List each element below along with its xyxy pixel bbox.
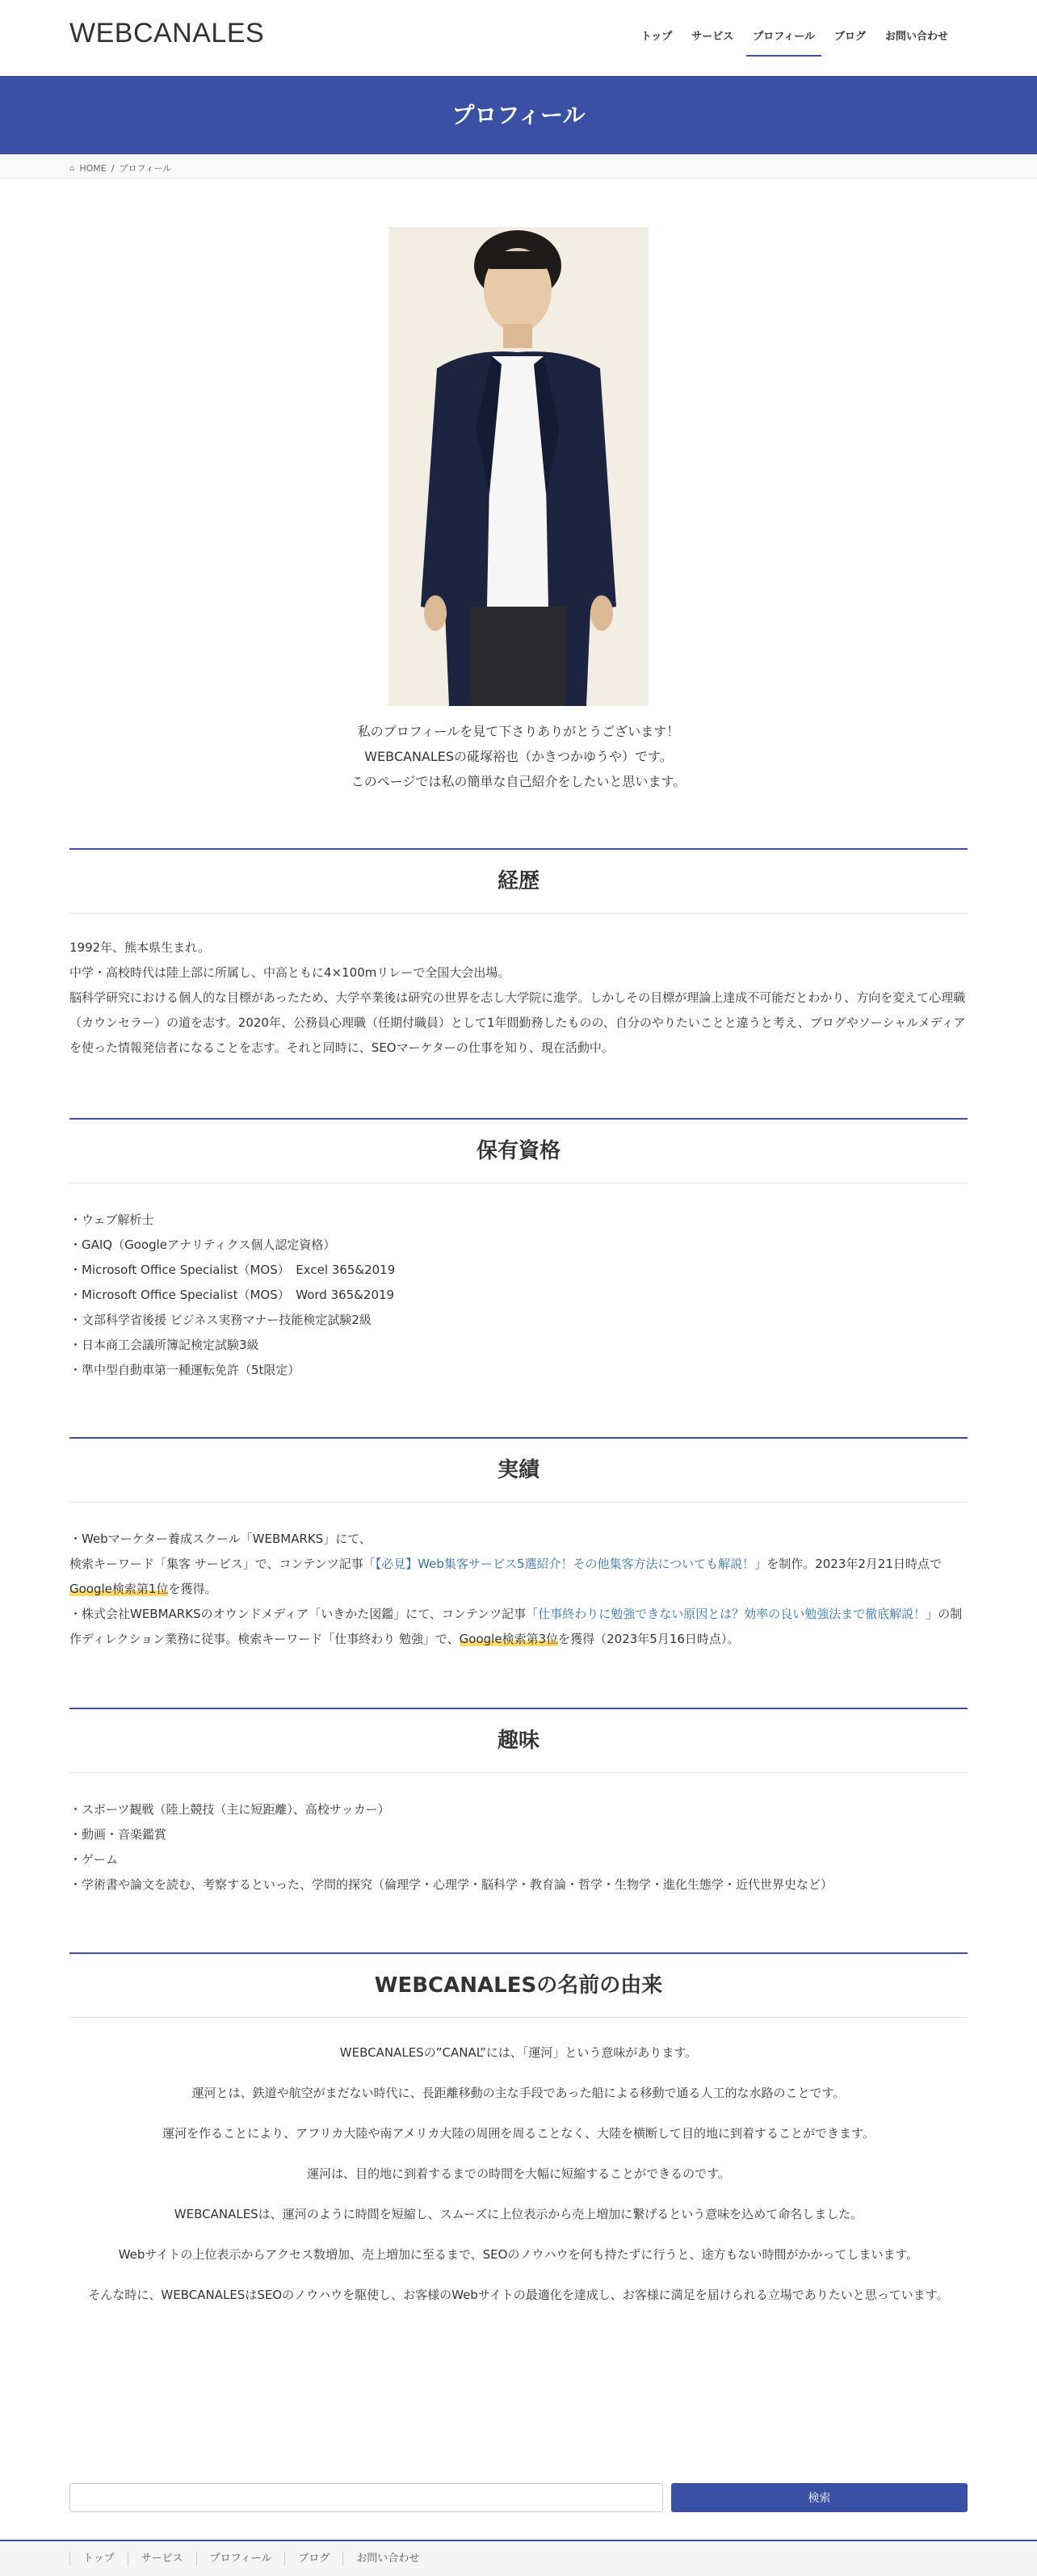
breadcrumb: [0, 154, 1037, 179]
section-hobbies: [69, 1708, 968, 1897]
section-heading: 実績: [497, 1458, 539, 1482]
section-achievements: [69, 1437, 968, 1652]
achievement-1-intro: ・Webマーケター養成スクール「WEBMARKS」にて、: [69, 1532, 372, 1546]
qualification-item: ・Microsoft Office Specialist（MOS） Excel 365&2019: [69, 1263, 396, 1277]
breadcrumb-home[interactable]: HOME: [79, 162, 107, 174]
nav-item-profile[interactable]: プロフィール: [743, 29, 825, 57]
achievement-text: を獲得。: [168, 1582, 217, 1596]
achievement-text: 」の制作ディレクション業務に従事。検索キーワード「仕事終わり 勉強」で、: [69, 1607, 963, 1646]
hobbies-list: [69, 1773, 968, 1897]
section-qualifications: [69, 1118, 968, 1383]
career-line: 1992年、熊本県生まれ。: [69, 940, 211, 955]
career-line: 中学・高校時代は陸上部に所属し、中高ともに4×100mリレーで全国大会出場。: [69, 965, 510, 980]
footer-item-contact[interactable]: お問い合わせ: [342, 2552, 432, 2566]
qualification-item: ・文部科学省後援 ビジネス実務マナー技能検定試験2級: [69, 1313, 372, 1327]
site-header: [0, 0, 1037, 76]
search-button[interactable]: 検索: [671, 2483, 968, 2512]
section-title-hobbies: [69, 1708, 968, 1773]
qualifications-list: [69, 1183, 968, 1383]
profile-photo-figure: [388, 227, 649, 706]
achievement-2: [69, 1602, 968, 1652]
origin-paragraph: WEBCANALESの”CANAL”には、「運河」という意味があります。: [339, 2045, 698, 2060]
achievement-article-link[interactable]: 仕事終わりに勉強できない原因とは？効率の良い勉強法まで徹底解説！: [538, 1607, 926, 1621]
section-name-origin: [69, 1952, 968, 2323]
site-footer: [0, 2540, 1037, 2576]
achievement-text: を獲得（2023年5月16日時点）。: [558, 1632, 740, 1646]
footer-item-top[interactable]: トップ: [69, 2552, 128, 2566]
breadcrumb-current: プロフィール: [119, 163, 172, 174]
section-title-career: [69, 848, 968, 914]
section-title-qualifications: [69, 1118, 968, 1183]
home-icon: ⌂: [69, 163, 75, 173]
qualification-item: ・準中型自動車第一種運転免許（5t限定）: [69, 1363, 300, 1377]
qualification-item: ・GAIQ（Googleアナリティクス個人認定資格）: [69, 1238, 336, 1252]
achievement-1-detail: [69, 1552, 968, 1602]
footer-item-service[interactable]: サービス: [128, 2552, 196, 2566]
section-career: [69, 848, 968, 1061]
section-heading: WEBCANALESの名前の由来: [374, 1973, 663, 1998]
achievement-text: ・株式会社WEBMARKSのオウンドメディア「いきかた図鑑」にて、コンテンツ記事「: [69, 1607, 539, 1621]
nav-item-service[interactable]: サービス: [691, 31, 734, 43]
hobby-item: ・学術書や論文を読む、考察するといった、学問的探究（倫理学・心理学・脳科学・教育論・哲学・生物学・進化生態学・近代世界史など）: [69, 1877, 833, 1892]
profile-photo: [388, 227, 649, 706]
section-title-origin: [69, 1952, 968, 2018]
origin-paragraph: そんな時に、WEBCANALESはSEOのノウハウを駆使し、お客様のWebサイトの最適化を達成し、お客様に満足を届けられる立場でありたいと思っています。: [88, 2288, 949, 2302]
breadcrumb-separator: /: [111, 162, 115, 174]
achievement-text: 」を制作。2023年2月21日時点で: [754, 1557, 942, 1571]
origin-body: [69, 2018, 968, 2308]
achievement-text: 検索キーワード「集客 サービス」で、コンテンツ記事「: [69, 1557, 376, 1571]
origin-paragraph: 運河とは、鉄道や航空がまだない時代に、長距離移動の主な手段であった船による移動で通る人工的な水路のことです。: [191, 2086, 846, 2100]
footer-nav: [69, 2552, 432, 2566]
achievements-body: [69, 1502, 968, 1652]
hobby-item: ・ゲーム: [69, 1852, 119, 1867]
site-logo[interactable]: WEBCANALES: [69, 18, 265, 48]
section-heading: 趣味: [497, 1729, 539, 1753]
nav-item-contact[interactable]: お問い合わせ: [884, 31, 948, 43]
search-input[interactable]: [69, 2483, 663, 2512]
qualification-item: ・日本商工会議所簿記検定試験3級: [69, 1338, 259, 1352]
nav-item-top[interactable]: トップ: [640, 31, 673, 43]
footer-item-blog[interactable]: ブログ: [284, 2552, 342, 2566]
ranking-highlight: Google検索第1位: [69, 1582, 169, 1596]
nav-item-blog[interactable]: ブログ: [833, 31, 866, 43]
origin-paragraph: Webサイトの上位表示からアクセス数増加、売上増加に至るまで、SEOのノウハウを何も持たずに行うと、途方もない時間がかかってしまいます。: [118, 2247, 919, 2262]
page-header-band: [0, 76, 1037, 154]
achievement-article-link[interactable]: 【必見】Web集客サービス5選紹介！その他集客方法についても解説！: [375, 1557, 755, 1571]
footer-item-profile[interactable]: プロフィール: [196, 2552, 285, 2566]
origin-paragraph: 運河を作ることにより、アフリカ大陸や南アメリカ大陸の周囲を周ることなく、大陸を横断して目的地に到着することができます。: [162, 2126, 875, 2141]
qualification-item: ・ウェブ解析士: [69, 1212, 154, 1227]
hobby-item: ・動画・音楽鑑賞: [69, 1827, 167, 1842]
intro-line: 私のプロフィールを見て下さりありがとうございます！: [357, 724, 680, 739]
global-nav: [632, 29, 958, 57]
ranking-highlight: Google検索第3位: [459, 1632, 559, 1646]
intro-text: [69, 719, 968, 794]
section-title-achievements: [69, 1437, 968, 1502]
origin-paragraph: 運河は、目的地に到着するまでの時間を大幅に短縮することができるのです。: [307, 2166, 730, 2181]
section-heading: 保有資格: [476, 1139, 560, 1163]
qualification-item: ・Microsoft Office Specialist（MOS） Word 365&2019: [69, 1288, 395, 1302]
career-line: 脳科学研究における個人的な目標があったため、大学卒業後は研究の世界を志し大学院に進学。しかしその目標が理論上達成不可能だとわかり、方向を変えて心理職（カウンセラー）の道を志す。2020年、公務員心理職（任期付職員）として1年間勤務したものの、自分のやりたいことと違うと考え、ブログやソーシャルメディアを使った情報発信者になることを志す。それと同時に、SEOマーケターの仕事を知り、現在活動中。: [69, 990, 966, 1055]
hobby-item: ・スポーツ観戦（陸上競技（主に短距離）、高校サッカー）: [69, 1802, 390, 1817]
search-form: [69, 2483, 968, 2512]
origin-paragraph: WEBCANALESは、運河のように時間を短縮し、スムーズに上位表示から売上増加に繋げるという意味を込めて命名しました。: [174, 2207, 863, 2221]
career-body: [69, 914, 968, 1061]
page-title: プロフィール: [451, 102, 586, 128]
intro-line: WEBCANALESの硴塚裕也（かきつかゆうや）です。: [364, 749, 673, 764]
section-heading: 経歴: [497, 869, 539, 893]
intro-line: このページでは私の簡単な自己紹介をしたいと思います。: [351, 774, 686, 789]
